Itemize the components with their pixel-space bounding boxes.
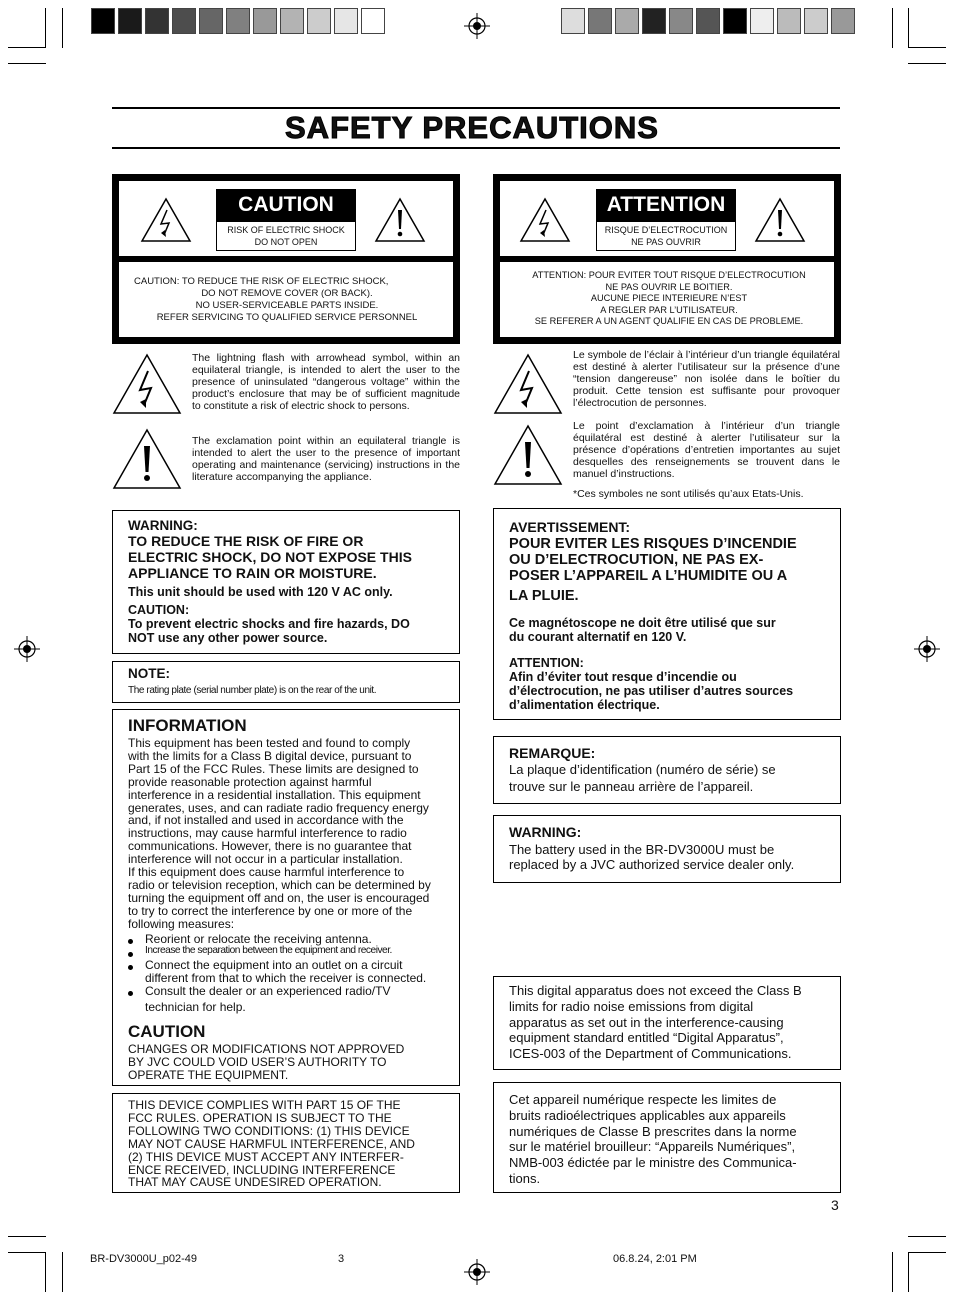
crop-mark (908, 1252, 909, 1292)
information-body (128, 737, 431, 931)
caution-text-block (122, 276, 452, 324)
caution-line: CAUTION: TO REDUCE THE RISK OF ELECTRIC SHOCK, (134, 276, 389, 287)
avertissement-box (493, 508, 841, 720)
attention-label-fr: ATTENTION: (509, 656, 584, 670)
voltage-notice-fr: Ce magnétoscope ne doit être utilisé que sur (509, 616, 776, 630)
crop-mark (908, 1252, 946, 1253)
avertissement-label: AVERTISSEMENT: (509, 519, 631, 535)
information-line: instructions, may cause harmful interference to radio (128, 826, 407, 841)
crop-mark (908, 47, 946, 48)
note-box-en (112, 661, 460, 703)
class-b-line: sur le matériel brouilleur: “Appareils Numériques”, (509, 1139, 796, 1155)
warning-box-en (112, 510, 460, 654)
caution-line: REFER SERVICING TO QUALIFIED SERVICE PERSONNEL (156, 312, 418, 323)
crop-mark (62, 8, 63, 48)
avertissement-line: LA PLUIE. (509, 588, 579, 604)
class-b-line: numériques de Classe B prescrites dans la norme (509, 1123, 797, 1139)
remarque-box (493, 736, 841, 804)
bullet-text: different from that to which the receiver is connected. (145, 971, 427, 985)
attention-sub-line2: NE PAS OUVRIR (631, 237, 701, 247)
class-b-body-en (509, 983, 802, 1062)
crop-mark (8, 47, 46, 48)
bullet-text: Connect the equipment into an outlet on a circuit (145, 958, 403, 972)
fcc-line: ENCE RECEIVED, INCLUDING INTERFERENCE (128, 1162, 396, 1177)
crop-mark (8, 63, 46, 64)
exclamation-explanation-en: The exclamation point within an equilateral triangle is intended to alert the user to the presence of important operating and maintenance (servicing) instructions in the literature accompanying the appliance. (192, 435, 460, 483)
class-b-box-fr (493, 1082, 841, 1193)
voltage-notice-fr: du courant alternatif en 120 V. (509, 630, 687, 644)
attention-line: NE PAS OUVRIR LE BOITIER. (605, 281, 733, 292)
information-caution-line: CHANGES OR MODIFICATIONS NOT APPROVED (128, 1042, 405, 1056)
avertissement-line: OU D’ELECTROCUTION, NE PAS EX- (509, 552, 764, 568)
class-b-line: tions. (509, 1170, 541, 1186)
information-line: interference will not occur in a particular installation. (128, 852, 403, 867)
exclamation-triangle-icon (493, 424, 563, 486)
bullet-icon (128, 991, 133, 996)
fcc-line: FCC RULES. OPERATION IS SUBJECT TO THE (128, 1110, 392, 1125)
information-line: If this equipment does cause harmful interference to (128, 865, 405, 880)
registration-mark-icon (14, 636, 40, 662)
fcc-line: (2) THIS DEVICE MUST ACCEPT ANY INTERFER- (128, 1149, 404, 1164)
class-b-line: bruits radioélectriques applicables aux appareils (509, 1107, 786, 1123)
lightning-explanation-fr: Le symbole de l’éclair à l’intérieur d’un triangle équilatéral est destiné à alerter l’utilisateur sur la présence d’une “tension dangereuse” non isolée dans le boîtier du produit. Cette tension est suffisante pour provoquer l’électrocution de personnes. (573, 349, 840, 409)
attention-line-fr: d’électrocution, ne pas utiliser d’autres sources (509, 684, 794, 698)
lightning-triangle-icon (519, 197, 571, 243)
information-line: radio or television reception, which can be determined by (128, 877, 431, 892)
warning-line: APPLIANCE TO RAIN OR MOISTURE. (128, 565, 377, 581)
registration-mark-icon (914, 636, 940, 662)
information-line: to try to correct the interference by one or more of the (128, 903, 413, 918)
crop-mark (62, 1252, 63, 1292)
attention-heading: ATTENTION (596, 189, 736, 221)
caution-sub-line1: RISK OF ELECTRIC SHOCK (227, 225, 345, 235)
lightning-triangle-icon (112, 353, 182, 415)
caution-sub-line2: DO NOT OPEN (254, 237, 318, 247)
information-line: turning the equipment off and on, the user is encouraged (128, 890, 430, 905)
remarque-label: REMARQUE: (509, 745, 596, 761)
crop-mark (8, 1236, 46, 1237)
information-caution-line: OPERATE THE EQUIPMENT. (128, 1068, 289, 1082)
class-b-line: equipment standard entitled “Digital Apparatus”, (509, 1030, 784, 1046)
information-caution-heading: CAUTION (128, 1022, 206, 1041)
information-line: provide reasonable protection against harmful (128, 774, 372, 789)
attention-line-fr: d’alimentation électrique. (509, 698, 660, 712)
class-b-line: ICES-003 of the Department of Communications. (509, 1046, 792, 1062)
attention-line: SE REFERER A UN AGENT QUALIFIE EN CAS DE PROBLEME. (534, 316, 804, 326)
lightning-triangle-icon (493, 353, 563, 415)
bullet-icon (128, 952, 133, 957)
registration-mark-icon (464, 1259, 490, 1285)
information-line: This equipment has been tested and found to comply (128, 736, 411, 750)
fcc-line: MAY NOT CAUSE HARMFUL INTERFERENCE, AND (128, 1136, 415, 1151)
fcc-line: THIS DEVICE COMPLIES WITH PART 15 OF THE (128, 1098, 401, 1112)
caution-line: NOT use any other power source. (128, 631, 328, 645)
caution-line: DO NOT REMOVE COVER (OR BACK). (201, 288, 373, 299)
remarque-line: trouve sur le panneau arrière de l’appareil. (509, 779, 754, 794)
note-label: NOTE: (128, 666, 170, 681)
crop-mark (908, 63, 946, 64)
attention-sub-line1: RISQUE D’ELECTROCUTION (604, 225, 728, 235)
information-line: with the limits for a Class B digital device, pursuant to (128, 748, 412, 763)
caution-line: To prevent electric shocks and fire hazards, DO (128, 617, 410, 631)
caution-label: CAUTION: (128, 603, 190, 617)
fcc-body (128, 1099, 415, 1189)
class-b-line: limits for radio noise emissions from digital (509, 998, 754, 1014)
information-line: and, if not installed and used in accordance with the (128, 813, 404, 828)
bullet-text: Consult the dealer or an experienced radio/TV (145, 984, 391, 998)
crop-mark (8, 1252, 46, 1253)
lightning-triangle-icon (140, 197, 192, 243)
class-b-line: NMB-003 édictée par le ministre des Communica- (509, 1155, 797, 1171)
class-b-line: This digital apparatus does not exceed the Class B (509, 983, 802, 998)
crop-mark (45, 1252, 46, 1292)
attention-line: A REGLER PAR L’UTILISATEUR. (600, 304, 738, 315)
page-number: 3 (831, 1197, 839, 1213)
crop-mark (892, 8, 893, 48)
attention-line: ATTENTION: POUR EVITER TOUT RISQUE D’ELECTROCUTION (532, 270, 806, 280)
attention-line: AUCUNE PIECE INTERIEURE N’EST (590, 293, 748, 303)
information-box (112, 709, 460, 1086)
information-line: following measures: (128, 916, 235, 931)
bullet-text: Reorient or relocate the receiving antenna. (145, 932, 372, 946)
information-line: communications. However, there is no guarantee that (128, 839, 412, 854)
class-b-box-en (493, 976, 841, 1070)
warning-line: TO REDUCE THE RISK OF FIRE OR (128, 533, 364, 549)
attention-line-fr: Afin d’éviter tout resque d’incendie ou (509, 670, 737, 684)
bullet-text: Increase the separation between the equipment and receiver. (145, 945, 392, 956)
voltage-notice: This unit should be used with 120 V AC only. (128, 585, 393, 599)
class-b-line: apparatus as set out in the interference-causing (509, 1014, 784, 1030)
fcc-compliance-box (112, 1093, 460, 1193)
information-caution-line: BY JVC COULD VOID USER’S AUTHORITY TO (128, 1055, 387, 1069)
attention-subbox (596, 221, 736, 251)
battery-warning-line: The battery used in the BR-DV3000U must be (509, 842, 775, 857)
exclamation-triangle-icon (754, 197, 806, 243)
avertissement-line: POUR EVITER LES RISQUES D’INCENDIE (509, 536, 797, 552)
footer-filename: BR-DV3000U_p02-49 (90, 1253, 198, 1265)
caution-subbox (216, 221, 356, 251)
fcc-line: FOLLOWING TWO CONDITIONS: (1) THIS DEVICE (128, 1123, 410, 1138)
fcc-line: THAT MAY CAUSE UNDESIRED OPERATION. (128, 1175, 382, 1190)
warning-label: WARNING: (128, 518, 198, 533)
bullet-icon (128, 965, 133, 970)
crop-mark (45, 8, 46, 48)
footer-page: 3 (338, 1253, 345, 1265)
battery-warning-line: replaced by a JVC authorized service dealer only. (509, 857, 795, 872)
exclamation-triangle-icon (112, 428, 182, 490)
information-heading: INFORMATION (128, 716, 247, 735)
crop-mark (908, 1236, 946, 1237)
information-line: Part 15 of the FCC Rules. These limits are designed to (128, 761, 419, 776)
information-line: interference in a residential installation. This equipment (128, 787, 421, 802)
crop-mark (892, 1252, 893, 1292)
avertissement-line: POSER L’APPAREIL A L’HUMIDITE OU A (509, 568, 788, 584)
registration-mark-icon (464, 13, 490, 39)
footer-timestamp: 06.8.24, 2:01 PM (613, 1253, 697, 1265)
remarque-line: La plaque d’identification (numéro de série) se (509, 762, 776, 777)
attention-text-block (503, 270, 835, 328)
note-text: The rating plate (serial number plate) is on the rear of the unit. (128, 685, 377, 696)
battery-warning-label: WARNING: (509, 824, 582, 840)
warning-line: ELECTRIC SHOCK, DO NOT EXPOSE THIS (128, 549, 412, 565)
caution-heading: CAUTION (216, 189, 356, 221)
bullet-icon (128, 939, 133, 944)
symbols-usage-note: *Ces symboles ne sont utilisés qu’aux Etats-Unis. (573, 488, 804, 500)
exclamation-explanation-fr: Le point d’exclamation à l’intérieur d’un triangle équilatéral est destiné à alerter l’utilisateur sur la présence d’opérations d’entretien importantes au sujet desquelles des renseignements se trouvent dans le manuel d’instructions. (573, 420, 840, 480)
class-b-line: Cet appareil numérique respecte les limites de (509, 1092, 777, 1107)
crop-mark (908, 8, 909, 48)
lightning-explanation-en: The lightning flash with arrowhead symbol, within an equilateral triangle, is intended to alert the user to the presence of uninsulated “dangerous voltage” within the product’s enclosure that may be of sufficient magnitude to constitute a risk of electric shock to persons. (192, 352, 460, 412)
battery-warning-box (493, 815, 841, 883)
class-b-body-fr (509, 1092, 797, 1187)
bullet-text: technician for help. (145, 1000, 246, 1014)
page-title: SAFETY PRECAUTIONS (285, 110, 659, 145)
exclamation-triangle-icon (374, 197, 426, 243)
information-line: generates, uses, and can radiate radio frequency energy (128, 800, 429, 815)
caution-line: NO USER-SERVICEABLE PARTS INSIDE. (195, 300, 379, 311)
